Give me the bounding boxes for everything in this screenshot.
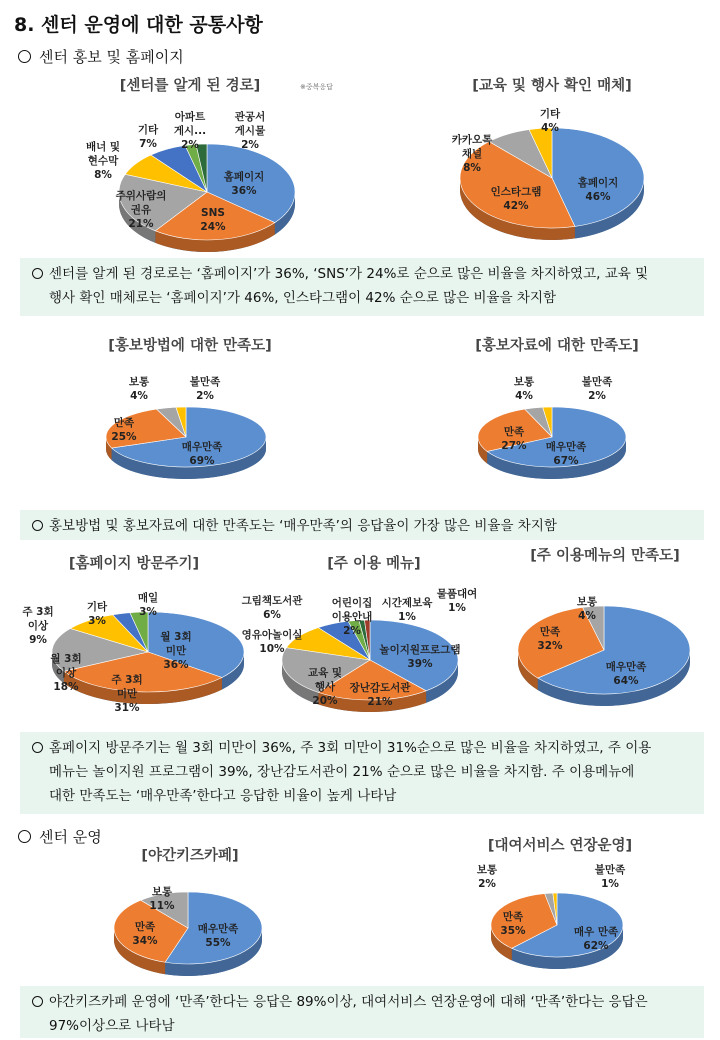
slice-label-line: 34% [132,935,158,947]
slice-label-line: 월 3회 [160,631,192,643]
slice-label-line: 10% [259,643,285,655]
slice-label-line: 62% [583,940,609,952]
slice-label-line: 그림책도서관 [241,595,303,607]
slice-label-line: 25% [111,431,137,443]
slice-label-line: 32% [537,640,563,652]
slice-label-line: 만족 [134,921,156,933]
chart-title: [주 이용메뉴의 만족도] [530,548,680,564]
slice-label-line: 21% [367,696,393,708]
slice-label-line: 4% [578,610,596,622]
slice-label-line: 교육 및 [307,667,343,679]
slice-label-line: 만족 [503,426,525,438]
slice-label-line: 인스타그램 [490,186,542,198]
slice-label-line: 만족 [502,911,524,923]
slice-label-line: 보통 [151,886,173,898]
slice-label-line: 불만족 [189,376,221,388]
slice-label-line: 3% [139,606,157,618]
chart-title: [홍보자료에 대한 만족도] [475,338,639,354]
chart-title: [대여서비스 연장운영] [487,838,633,854]
slice-label-line: 권유 [130,204,152,216]
slice-label-line: 27% [501,440,527,452]
slice-label-line: 8% [463,162,481,174]
slice-label-line: 8% [94,169,112,181]
pie-chart-8 [114,846,262,976]
slice-label-line: 9% [29,634,47,646]
slice-label-line: 보통 [513,376,535,388]
slice-label-line: 게시... [173,125,207,137]
slice-label-line: 시간제보육 [381,597,433,609]
slice-label-line: 42% [503,200,529,212]
slice-label [128,376,150,402]
slice-label-line: 물품대여 [436,588,478,600]
slice-label-line: 69% [189,455,215,467]
pie-chart-5 [21,554,244,714]
slice-label-line: 주 3회 [111,674,143,686]
slice-label [513,376,535,402]
slice-label-line: 11% [149,900,175,912]
slice-label-line: 1% [448,602,466,614]
slice-label-line: 이상 [55,667,77,679]
slice-label-line: 39% [407,658,433,670]
slice-label [234,110,266,151]
slice-label [138,591,158,618]
slice-label [476,864,498,890]
slice-label-line: SNS [201,207,225,219]
chart-title: [야간키즈카페] [141,848,239,864]
slice-label-line: 24% [200,221,226,233]
slice-label-line: 2% [241,139,259,151]
slice-label-line: 46% [585,191,611,203]
slice-label-line: 18% [53,681,79,693]
chart-title: [교육 및 행사 확인 매체] [472,78,632,94]
chart-title: [홈페이지 방문주기] [68,556,200,572]
slice-label-line: 2% [478,878,496,890]
slice-label-line: 이용안내 [331,611,373,623]
slice-label-line: 미만 [165,645,187,657]
summary-line: 홍보방법 및 홍보자료에 대한 만족도는 ‘매우만족’의 응답율이 가장 많은 비율을 차지함 [49,518,557,534]
slice-label-line: 31% [114,702,140,714]
summary-line: 야간키즈카페 운영에 ‘만족’한다는 응답은 89%이상, 대여서비스 연장운영에 대해 ‘만족’한다는 응답은 [49,994,648,1010]
slice-label-line: 매우만족 [181,441,223,453]
slice-label-line: 1% [601,878,619,890]
slice-label-line: 2% [196,390,214,402]
slice-label-line: 불만족 [581,376,613,388]
slice-label-line: 4% [541,122,559,134]
slice-label-line: 월 3회 [50,653,82,665]
slice-label-line: 35% [500,925,526,937]
slice-label-line: 게시물 [234,125,266,137]
slice-label-line: 주 3회 [22,606,54,618]
slice-label-line: 놀이지원프로그램 [379,644,461,656]
slice-label-line: 주위사람의 [115,190,167,202]
slice-label-line: 2% [588,390,606,402]
slice-label-line: 홈페이지 [577,177,619,189]
slice-label-line: 기타 [86,601,108,613]
slice-label-line: 매우만족 [545,441,587,453]
slice-label [87,600,108,627]
slice-label-line: 보통 [476,864,498,876]
summary-line: 대한 만족도는 ‘매우만족’한다고 응답한 비율이 높게 나타남 [49,788,397,804]
pie-chart-7 [518,546,690,706]
slice-label-line: 3% [88,615,106,627]
summary-line: 홈페이지 방문주기는 월 3회 미만이 36%, 주 3회 미만이 31%순으로 많은 비율을 차지하였고, 주 이용 [49,740,652,756]
slice-label-line: 1% [398,611,416,623]
slice-label-line: 보통 [576,596,598,608]
pie-chart-3 [106,336,272,479]
slice-label [241,594,304,621]
slice-label-line: 미만 [116,688,138,700]
summary-line: 메뉴는 놀이지원 프로그램이 39%, 장난감도서관이 21% 순으로 많은 비율을 차지함. 주 이용메뉴에 [49,764,635,780]
slice-label-line: 카카오톡 [451,134,493,146]
slice-label-line: 20% [312,695,338,707]
slice-label [382,596,434,623]
slice-label-line: 기타 [137,124,159,136]
slice-label-line: 장난감도서관 [349,682,411,694]
summary-line: 97%이상으로 나타남 [49,1018,175,1034]
slice-label-line: 64% [613,675,639,687]
slice-label [540,107,561,134]
slice-label-line: 불만족 [594,864,626,876]
slice-label-line: 보통 [128,376,150,388]
slice-label [86,140,120,181]
slice-label-line: 영유아놀이실 [241,629,303,641]
slice-label-line: 어린이집 [331,597,373,609]
summary-line: 센터를 알게 된 경로로는 ‘홈페이지’가 36%, ‘SNS’가 24%로 순으로 많은 비율을 차지하였고, 교육 및 [49,266,649,282]
slice-label [189,375,221,402]
chart-title: [센터를 알게 된 경로] [119,78,261,94]
slice-label-line: 기타 [539,108,561,120]
slice-label [581,375,613,402]
slice-label-line: 67% [553,455,579,467]
slice-label-line: 55% [205,937,231,949]
section-label: 센터 홍보 및 홈페이지 [39,48,184,66]
slice-label-line: 2% [181,139,199,151]
page-title: 8. 센터 운영에 대한 공통사항 [14,14,263,36]
slice-label [436,587,478,614]
summary-line: 행사 확인 매체로는 ‘홈페이지’가 46%, 인스타그램이 42% 순으로 많은 비율을 차지함 [49,290,557,306]
slice-label-line: 매우만족 [605,661,647,673]
slice-label-line: 홈페이지 [223,171,265,183]
section-label: 센터 운영 [39,828,102,846]
slice-label-line: 4% [130,390,148,402]
slice-label-line: 6% [263,609,281,621]
slice-label-line: 현수막 [87,155,119,167]
slice-label-line: 7% [139,138,157,150]
pie-chart-6 [241,554,478,712]
slice-label-line: 만족 [539,626,561,638]
slice-label-line: 배너 및 [85,141,121,153]
pie-chart-2 [452,76,644,240]
pie-chart-4 [475,336,638,479]
slice-label-line: 관공서 [234,111,266,123]
slice-label-line: 4% [515,390,533,402]
slice-label [594,863,626,890]
chart-title: [주 이용 메뉴] [327,556,421,572]
pie-chart-1 [86,76,333,252]
slice-label-line: 2% [343,625,361,637]
slice-label-line: 이상 [27,620,49,632]
slice-label-line: 만족 [113,417,135,429]
slice-label-line: 행사 [314,681,336,693]
slice-label [138,123,159,150]
pie-chart-9 [476,836,632,969]
slice-label-line: 36% [231,185,257,197]
slice-label-line: 매우 만족 [573,926,619,938]
chart-note: ※중복응답 [300,83,333,91]
slice-label [21,605,53,646]
chart-title: [홍보방법에 대한 만족도] [108,338,272,354]
slice-label-line: 아파트 [174,111,206,123]
slice-label-line: 36% [163,659,189,671]
slice-label-line: 채널 [461,148,483,160]
slice-label-line: 21% [128,218,154,230]
slice-label-line: 매일 [137,592,159,604]
slice-label-line: 매우만족 [197,923,239,935]
